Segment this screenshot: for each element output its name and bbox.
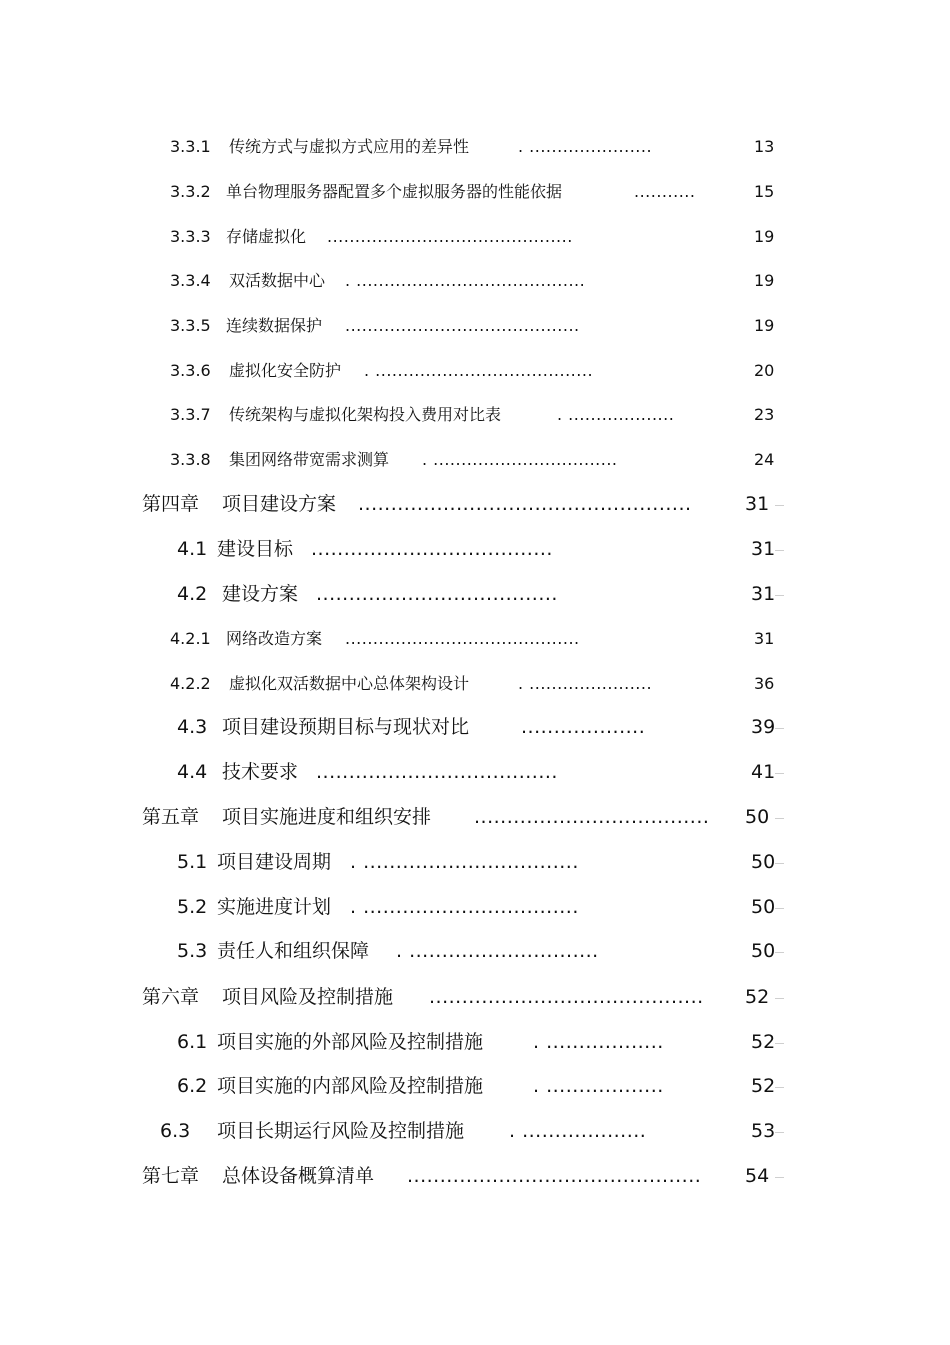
toc-entry-title: 传统架构与虚拟化架构投入费用对比表 (229, 405, 502, 424)
trailing-dash (775, 818, 784, 819)
toc-entry[interactable] (0, 714, 950, 740)
toc-entry-number: 3.3.8 (170, 450, 211, 469)
toc-entry-page: 15 (754, 182, 775, 201)
toc-leader-dots: . ................... (509, 1120, 647, 1142)
toc-entry-title: 项目建设预期目标与现状对比 (222, 716, 470, 738)
toc-leader-dots: . .................. (533, 1031, 664, 1053)
toc-chapter-entry[interactable] (0, 984, 950, 1010)
toc-entry-title: 项目实施进度和组织安排 (222, 806, 432, 828)
toc-leader-dots: ..................................... (316, 761, 558, 783)
toc-entry-number: 5.3 (177, 940, 208, 962)
trailing-dash (775, 595, 784, 596)
toc-entry-number: 第四章 (142, 493, 200, 515)
toc-entry-number: 4.4 (177, 761, 208, 783)
toc-entry[interactable] (0, 313, 950, 339)
toc-entry-number: 第七章 (142, 1165, 200, 1187)
toc-leader-dots: ............................................. (407, 1165, 702, 1187)
toc-chapter-entry[interactable] (0, 1163, 950, 1189)
toc-entry[interactable] (0, 224, 950, 250)
trailing-dash (775, 505, 784, 506)
toc-entry-title: 双活数据中心 (229, 271, 326, 290)
toc-entry-number: 4.2.2 (170, 674, 211, 693)
toc-entry-number: 3.3.6 (170, 361, 211, 380)
trailing-dash (775, 1132, 784, 1133)
toc-entry[interactable] (0, 179, 950, 205)
toc-leader-dots: ........... (634, 182, 696, 201)
toc-entry-number: 3.3.5 (170, 316, 211, 335)
toc-chapter-entry[interactable] (0, 491, 950, 517)
toc-entry-page: 36 (754, 674, 775, 693)
toc-entry-number: 3.3.3 (170, 227, 211, 246)
toc-entry-title: 存储虚拟化 (226, 227, 307, 246)
toc-entry[interactable] (0, 447, 950, 473)
toc-entry-page: 19 (754, 271, 775, 290)
toc-leader-dots: ..................................... (316, 583, 558, 605)
toc-leader-dots: .................................... (474, 806, 710, 828)
toc-entry-page: 39 (751, 716, 776, 738)
toc-entry-page: 31 (751, 538, 776, 560)
toc-entry-title: 传统方式与虚拟方式应用的差异性 (229, 137, 470, 156)
toc-entry-page: 41 (751, 761, 776, 783)
toc-entry[interactable] (0, 938, 950, 964)
trailing-dash (775, 550, 784, 551)
toc-entry-page: 13 (754, 137, 775, 156)
trailing-dash (775, 908, 784, 909)
toc-entry-title: 技术要求 (222, 761, 299, 783)
toc-entry-title: 项目实施的内部风险及控制措施 (217, 1075, 484, 1097)
toc-entry-page: 31 (751, 583, 776, 605)
toc-entry-title: 建设方案 (222, 583, 299, 605)
toc-leader-dots: . ................... (557, 405, 675, 424)
toc-entry[interactable] (0, 1029, 950, 1055)
toc-leader-dots: ..................................... (311, 538, 553, 560)
toc-entry-title: 虚拟化双活数据中心总体架构设计 (229, 674, 470, 693)
trailing-dash (775, 728, 784, 729)
toc-entry-title: 单台物理服务器配置多个虚拟服务器的性能依据 (226, 182, 563, 201)
toc-entry[interactable] (0, 536, 950, 562)
toc-entry[interactable] (0, 1118, 950, 1144)
toc-entry-title: 集团网络带宽需求测算 (229, 450, 390, 469)
toc-entry-page: 50 (745, 806, 770, 828)
toc-entry[interactable] (0, 402, 950, 428)
toc-leader-dots: . .................. (533, 1075, 664, 1097)
toc-entry-number: 6.3 (160, 1120, 191, 1142)
toc-entry-number: 3.3.7 (170, 405, 211, 424)
toc-entry-title: 总体设备概算清单 (222, 1165, 375, 1187)
toc-entry-page: 31 (754, 629, 775, 648)
toc-entry[interactable] (0, 626, 950, 652)
trailing-dash (775, 1043, 784, 1044)
toc-entry-page: 52 (751, 1031, 776, 1053)
trailing-dash (775, 1087, 784, 1088)
toc-entry-number: 4.3 (177, 716, 208, 738)
toc-entry-page: 20 (754, 361, 775, 380)
trailing-dash (775, 773, 784, 774)
trailing-dash (775, 998, 784, 999)
toc-leader-dots: . ...................... (518, 674, 653, 693)
toc-leader-dots: .......................................... (345, 316, 580, 335)
toc-entry-page: 50 (751, 851, 776, 873)
toc-leader-dots: . ......................................... (345, 271, 586, 290)
toc-leader-dots: ................... (521, 716, 646, 738)
toc-entry-page: 19 (754, 316, 775, 335)
toc-entry-title: 项目建设周期 (217, 851, 332, 873)
toc-chapter-entry[interactable] (0, 804, 950, 830)
toc-entry-number: 4.1 (177, 538, 208, 560)
toc-entry[interactable] (0, 671, 950, 697)
toc-entry-page: 31 (745, 493, 770, 515)
toc-entry-number: 3.3.1 (170, 137, 211, 156)
toc-entry[interactable] (0, 358, 950, 384)
trailing-dash (775, 952, 784, 953)
toc-entry-number: 第六章 (142, 986, 200, 1008)
toc-entry[interactable] (0, 894, 950, 920)
toc-leader-dots: . ................................. (350, 896, 579, 918)
toc-entry-number: 第五章 (142, 806, 200, 828)
toc-entry-page: 50 (751, 896, 776, 918)
toc-entry-title: 项目风险及控制措施 (222, 986, 394, 1008)
toc-entry[interactable] (0, 849, 950, 875)
toc-entry-page: 23 (754, 405, 775, 424)
toc-leader-dots: ............................................ (327, 227, 573, 246)
trailing-dash (775, 863, 784, 864)
toc-entry-title: 责任人和组织保障 (217, 940, 370, 962)
toc-entry-page: 52 (745, 986, 770, 1008)
toc-entry-number: 3.3.2 (170, 182, 211, 201)
toc-entry-number: 5.1 (177, 851, 208, 873)
toc-entry-title: 虚拟化安全防护 (229, 361, 342, 380)
toc-entry[interactable] (0, 759, 950, 785)
toc-entry-page: 50 (751, 940, 776, 962)
toc-entry-title: 实施进度计划 (217, 896, 332, 918)
toc-entry-title: 项目长期运行风险及控制措施 (217, 1120, 465, 1142)
toc-entry-number: 4.2.1 (170, 629, 211, 648)
toc-entry-page: 19 (754, 227, 775, 246)
toc-entry-number: 6.2 (177, 1075, 208, 1097)
toc-entry-number: 3.3.4 (170, 271, 211, 290)
toc-leader-dots: . ...................... (518, 137, 653, 156)
toc-entry[interactable] (0, 268, 950, 294)
toc-leader-dots: .......................................... (429, 986, 704, 1008)
toc-leader-dots: .......................................... (345, 629, 580, 648)
toc-leader-dots: . ................................. (422, 450, 618, 469)
toc-entry-number: 6.1 (177, 1031, 208, 1053)
toc-entry-page: 52 (751, 1075, 776, 1097)
toc-entry-title: 连续数据保护 (226, 316, 323, 335)
toc-entry-title: 建设目标 (217, 538, 294, 560)
toc-entry-page: 24 (754, 450, 775, 469)
toc-entry-title: 项目建设方案 (222, 493, 337, 515)
toc-entry-number: 5.2 (177, 896, 208, 918)
toc-entry-title: 项目实施的外部风险及控制措施 (217, 1031, 484, 1053)
toc-entry-page: 53 (751, 1120, 776, 1142)
toc-entry-number: 4.2 (177, 583, 208, 605)
toc-entry[interactable] (0, 581, 950, 607)
toc-entry[interactable] (0, 134, 950, 160)
toc-leader-dots: ................................................... (358, 493, 692, 515)
trailing-dash (775, 1177, 784, 1178)
toc-entry[interactable] (0, 1073, 950, 1099)
toc-leader-dots: . ................................. (350, 851, 579, 873)
toc-leader-dots: . ....................................... (364, 361, 594, 380)
toc-leader-dots: . ............................. (396, 940, 599, 962)
toc-entry-page: 54 (745, 1165, 770, 1187)
toc-entry-title: 网络改造方案 (226, 629, 323, 648)
